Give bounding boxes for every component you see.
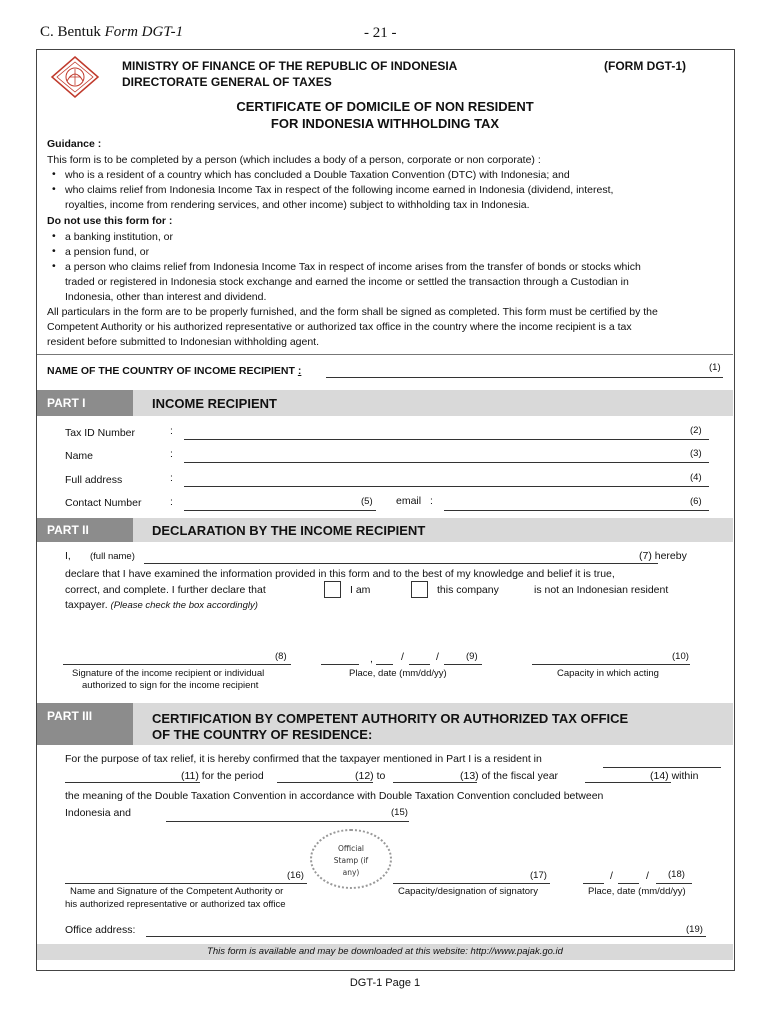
bullet-icon: • [52, 245, 56, 257]
colon: : [170, 496, 173, 508]
period-start-pre-input[interactable] [65, 782, 200, 783]
authority-signature-input[interactable] [65, 883, 307, 884]
colon: : [170, 448, 173, 460]
place-date-caption: Place, date (mm/dd/yy) [349, 668, 447, 679]
i-am-label: I am [350, 584, 371, 596]
full-name-hint: (full name) [90, 551, 135, 562]
directorate-name: DIRECTORATE GENERAL OF TAXES [122, 75, 332, 89]
bullet-icon: • [52, 168, 56, 180]
this-company-checkbox[interactable] [411, 581, 428, 598]
guidance-para-3: resident before submitted to Indonesian withholding agent. [47, 336, 320, 348]
indonesia-and-label: Indonesia and [65, 807, 131, 819]
slash: / [436, 651, 439, 663]
period-to-input[interactable] [393, 782, 477, 783]
cert-line-3: the meaning of the Double Taxation Convention in accordance with Double Taxation Convention concluded between [65, 790, 604, 802]
form-title-line1: CERTIFICATE OF DOMICILE OF NON RESIDENT [236, 99, 534, 114]
tax-id-label: Tax ID Number [65, 427, 136, 439]
i-am-checkbox[interactable] [324, 581, 341, 598]
field-number-17: (17) [530, 870, 547, 881]
part1-title: INCOME RECIPIENT [152, 396, 277, 411]
colon: : [170, 472, 173, 484]
contact-input[interactable] [184, 510, 376, 511]
form-code: (FORM DGT-1) [604, 59, 686, 73]
guidance-bullet-1: who is a resident of a country which has concluded a Double Taxation Convention (DTC) with Indonesia; and [65, 169, 570, 181]
cert-day-input[interactable] [618, 883, 639, 884]
part3-title-1: CERTIFICATION BY COMPETENT AUTHORITY OR AUTHORIZED TAX OFFICE [152, 711, 629, 726]
donot-item-1: a banking institution, or [65, 231, 173, 243]
signatory-capacity-caption: Capacity/designation of signatory [398, 886, 538, 897]
guidance-bullet-2a: who claims relief from Indonesia Income Tax in respect of the following income earned in Indonesia (dividend, interest, [65, 184, 614, 196]
part1-band [37, 390, 733, 416]
this-company-label: this company [437, 584, 499, 596]
colon: : [170, 425, 173, 437]
signature-caption-2: authorized to sign for the income recipient [82, 680, 259, 691]
slash: / [401, 651, 404, 663]
declaration-i: I, [65, 550, 71, 562]
resident-country-input[interactable] [603, 767, 721, 768]
signatory-capacity-input[interactable] [393, 883, 550, 884]
declaration-line-1: declare that I have examined the information provided in this form and to the best of my knowledge and belief it is true, [65, 568, 615, 580]
signature-caption-1: Signature of the income recipient or individual [72, 668, 265, 679]
country-label: NAME OF THE COUNTRY OF INCOME RECIPIENT : [47, 365, 302, 377]
donot-item-3b: traded or registered in Indonesia stock exchange and earned the income or settled the transaction through a Custodian in [65, 276, 629, 288]
part3-title-2: OF THE COUNTRY OF RESIDENCE: [152, 727, 373, 742]
field-number-12: (12) to [355, 770, 386, 782]
place-input[interactable] [321, 664, 359, 665]
contact-label: Contact Number [65, 497, 142, 509]
slash: / [646, 870, 649, 882]
guidance-para-2: Competent Authority or his authorized representative or authorized tax office in the country where the income recipient is a tax [47, 321, 632, 333]
ministry-name: MINISTRY OF FINANCE OF THE REPUBLIC OF INDONESIA [122, 59, 458, 73]
part1-label: PART I [37, 390, 133, 416]
field-number-18: (18) [668, 869, 685, 880]
office-address-label: Office address: [65, 924, 136, 936]
country-input[interactable] [326, 377, 723, 378]
comma: , [370, 653, 373, 665]
guidance-bullet-2b: royalties, income from rendering services, and other income) subject to withholding tax in Indonesia. [65, 199, 530, 211]
cert-line-1: For the purpose of tax relief, it is hereby confirmed that the taxpayer mentioned in Part I is a resident in [65, 753, 542, 765]
field-number-3: (3) [690, 448, 702, 459]
donot-item-3a: a person who claims relief from Indonesia Income Tax in respect of income arises from the transfer of bonds or stocks which [65, 261, 641, 273]
treaty-country-input[interactable] [166, 821, 409, 822]
field-number-2: (2) [690, 425, 702, 436]
guidance-para-1: All particulars in the form are to be properly furnished, and the form shall be signed as completed. This form must be certified by the [47, 306, 658, 318]
email-label: email [396, 495, 422, 507]
form-label: C. Bentuk Form DGT-1 [40, 24, 184, 40]
address-label: Full address [65, 474, 123, 486]
field-number-1: (1) [709, 362, 721, 373]
website-note: This form is available and may be downloaded at this website: http://www.pajak.go.id [207, 946, 563, 957]
address-input[interactable] [184, 486, 709, 487]
slash: / [610, 870, 613, 882]
guidance-intro: This form is to be completed by a person (which includes a body of a person, corporate or non corporate) : [47, 154, 541, 166]
name-label: Name [65, 450, 94, 462]
ministry-logo [50, 55, 100, 99]
donot-item-2: a pension fund, or [65, 246, 150, 258]
capacity-caption: Capacity in which acting [557, 668, 659, 679]
part3-label: PART III [37, 703, 133, 745]
cert-month-input[interactable] [583, 883, 604, 884]
donot-item-3c: Indonesia, other than interest and dividend. [65, 291, 267, 303]
field-number-15: (15) [391, 807, 408, 818]
field-number-5: (5) [361, 496, 373, 507]
guidance-heading: Guidance : [47, 138, 102, 150]
office-address-input[interactable] [146, 936, 706, 937]
capacity-input[interactable] [532, 664, 690, 665]
cert-year-input[interactable] [656, 883, 692, 884]
field-number-14: (14) within [650, 770, 699, 782]
field-number-13: (13) of the fiscal year [460, 770, 559, 782]
page-number: - 21 - [364, 25, 397, 41]
full-name-input[interactable] [144, 563, 658, 564]
field-number-8: (8) [275, 651, 287, 662]
day-input[interactable] [409, 664, 430, 665]
bullet-icon: • [52, 260, 56, 272]
divider [37, 354, 733, 355]
month-input[interactable] [376, 664, 393, 665]
year-input[interactable] [444, 664, 482, 665]
cert-place-date-caption: Place, date (mm/dd/yy) [588, 886, 686, 897]
field-number-9: (9) [466, 651, 478, 662]
footer-page-number: DGT-1 Page 1 [349, 977, 421, 989]
form-title-line2: FOR INDONESIA WITHHOLDING TAX [270, 116, 500, 131]
tax-id-input[interactable] [184, 439, 709, 440]
field-number-4: (4) [690, 472, 702, 483]
fiscal-year-input[interactable] [585, 782, 671, 783]
not-resident-text: is not an Indonesian resident [534, 584, 669, 596]
field-number-6: (6) [690, 496, 702, 507]
field-number-11: (11) for the period [181, 770, 264, 782]
field-number-16: (16) [287, 870, 304, 881]
bullet-icon: • [52, 183, 56, 195]
declaration-taxpayer: taxpayer. (Please check the box accordingly) [65, 599, 258, 611]
part2-title: DECLARATION BY THE INCOME RECIPIENT [152, 523, 426, 538]
name-input[interactable] [184, 462, 709, 463]
part2-label: PART II [37, 518, 133, 542]
field-number-7: (7) hereby [639, 550, 687, 562]
field-number-10: (10) [672, 651, 689, 662]
signature-input[interactable] [63, 664, 291, 665]
email-input[interactable] [444, 510, 709, 511]
official-stamp-placeholder: Official Stamp (if any) [310, 829, 392, 889]
donot-heading: Do not use this form for : [47, 215, 173, 227]
bullet-icon: • [52, 230, 56, 242]
declaration-line-2: correct, and complete. I further declare that [65, 584, 266, 596]
colon: : [430, 495, 433, 507]
period-from-input[interactable] [277, 782, 373, 783]
authority-caption-2: his authorized representative or authorized tax office [65, 899, 286, 910]
field-number-19: (19) [686, 924, 703, 935]
authority-caption-1: Name and Signature of the Competent Authority or [70, 886, 284, 897]
